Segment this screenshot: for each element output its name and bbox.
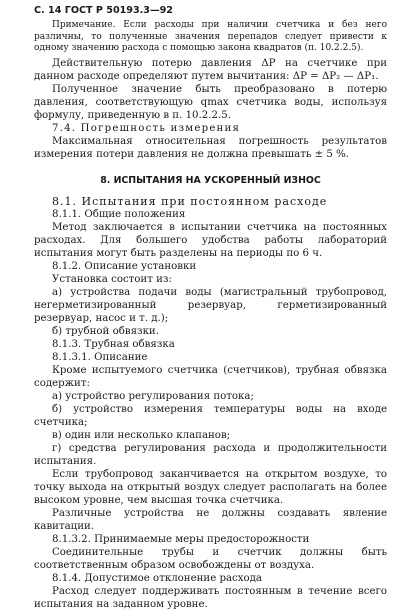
list-item-a-water-supply: а) устройства подачи воды (магистральный трубопровод, негерметизированный резервуар, герметизированный резервуар, насос и т. д.); (34, 286, 387, 324)
heading-8-1-3-2: 8.1.3.2. Принимаемые меры предосторожности (52, 533, 310, 545)
paragraph-open-air: Если трубопровод заканчивается на открытом воздухе, то точку выхода на открытый воздух следует располагать на более высоком уровне, чем высшая точка счетчика. (34, 468, 387, 506)
list-item-a-flow-regulator: а) устройство регулирования потока; (52, 390, 254, 402)
paragraph-air-release: Соединительные трубы и счетчик должны быть соответственным образом освобождены от воздуха. (34, 546, 387, 571)
heading-8-1-1: 8.1.1. Общие положения (52, 208, 186, 220)
heading-8-1: 8.1. Испытания при постоянном расходе (52, 194, 328, 208)
paragraph-cavitation: Различные устройства не должны создавать явление кавитации. (34, 507, 387, 532)
paragraph-piping-contents: Кроме испытуемого счетчика (счетчиков), трубная обвязка содержит: (34, 364, 387, 389)
page-header: С. 14 ГОСТ Р 50193.3—92 (34, 5, 173, 16)
list-item-d-flow-duration: г) средства регулирования расхода и продолжительности испытания. (34, 442, 387, 467)
section-8-title: 8. ИСПЫТАНИЯ НА УСКОРЕННЫЙ ИЗНОС (100, 174, 321, 186)
list-item-b-temperature: б) устройство измерения температуры воды на входе счетчика; (34, 403, 387, 428)
paragraph-max-error: Максимальная относительная погрешность результатов измерения потери давления не должна превышать ± 5 %. (34, 135, 387, 160)
list-item-b-piping: б) трубной обвязки. (52, 325, 159, 337)
heading-8-1-3: 8.1.3. Трубная обвязка (52, 338, 175, 350)
note-paragraph: Примечание. Если расходы при наличии счетчика и без него различны, то полученные значения перепадов следует привести к одному значению расхода с помощью закона квадратов (п. 10.2.2.5). (34, 20, 387, 53)
paragraph-converted-value: Полученное значение быть преобразовано в потерю давления, соответствующую qmax счетчика воды, используя формулу, приведенную в п. 10.2.2.5. (34, 83, 387, 121)
paragraph-method: Метод заключается в испытании счетчика на постоянных расходах. Для большего удобства работы лабораторий испытания могут быть разделены на периоды по 6 ч. (34, 221, 387, 259)
heading-7-4: 7.4. Погрешность измерения (52, 122, 241, 134)
list-item-c-valves: в) один или несколько клапанов; (52, 429, 231, 441)
paragraph-constant-flow: Расход следует поддерживать постоянным в течение всего испытания на заданном уровне. (34, 585, 387, 610)
paragraph-pressure-loss: Действительную потерю давления ΔP на счетчике при данном расходе определяют путем вычитания: ΔP = ΔP₂ — ΔP₁. (34, 57, 387, 82)
heading-8-1-2: 8.1.2. Описание установки (52, 260, 197, 272)
heading-8-1-4: 8.1.4. Допустимое отклонение расхода (52, 572, 262, 584)
paragraph-setup: Установка состоит из: (52, 273, 172, 285)
heading-8-1-3-1: 8.1.3.1. Описание (52, 351, 148, 363)
